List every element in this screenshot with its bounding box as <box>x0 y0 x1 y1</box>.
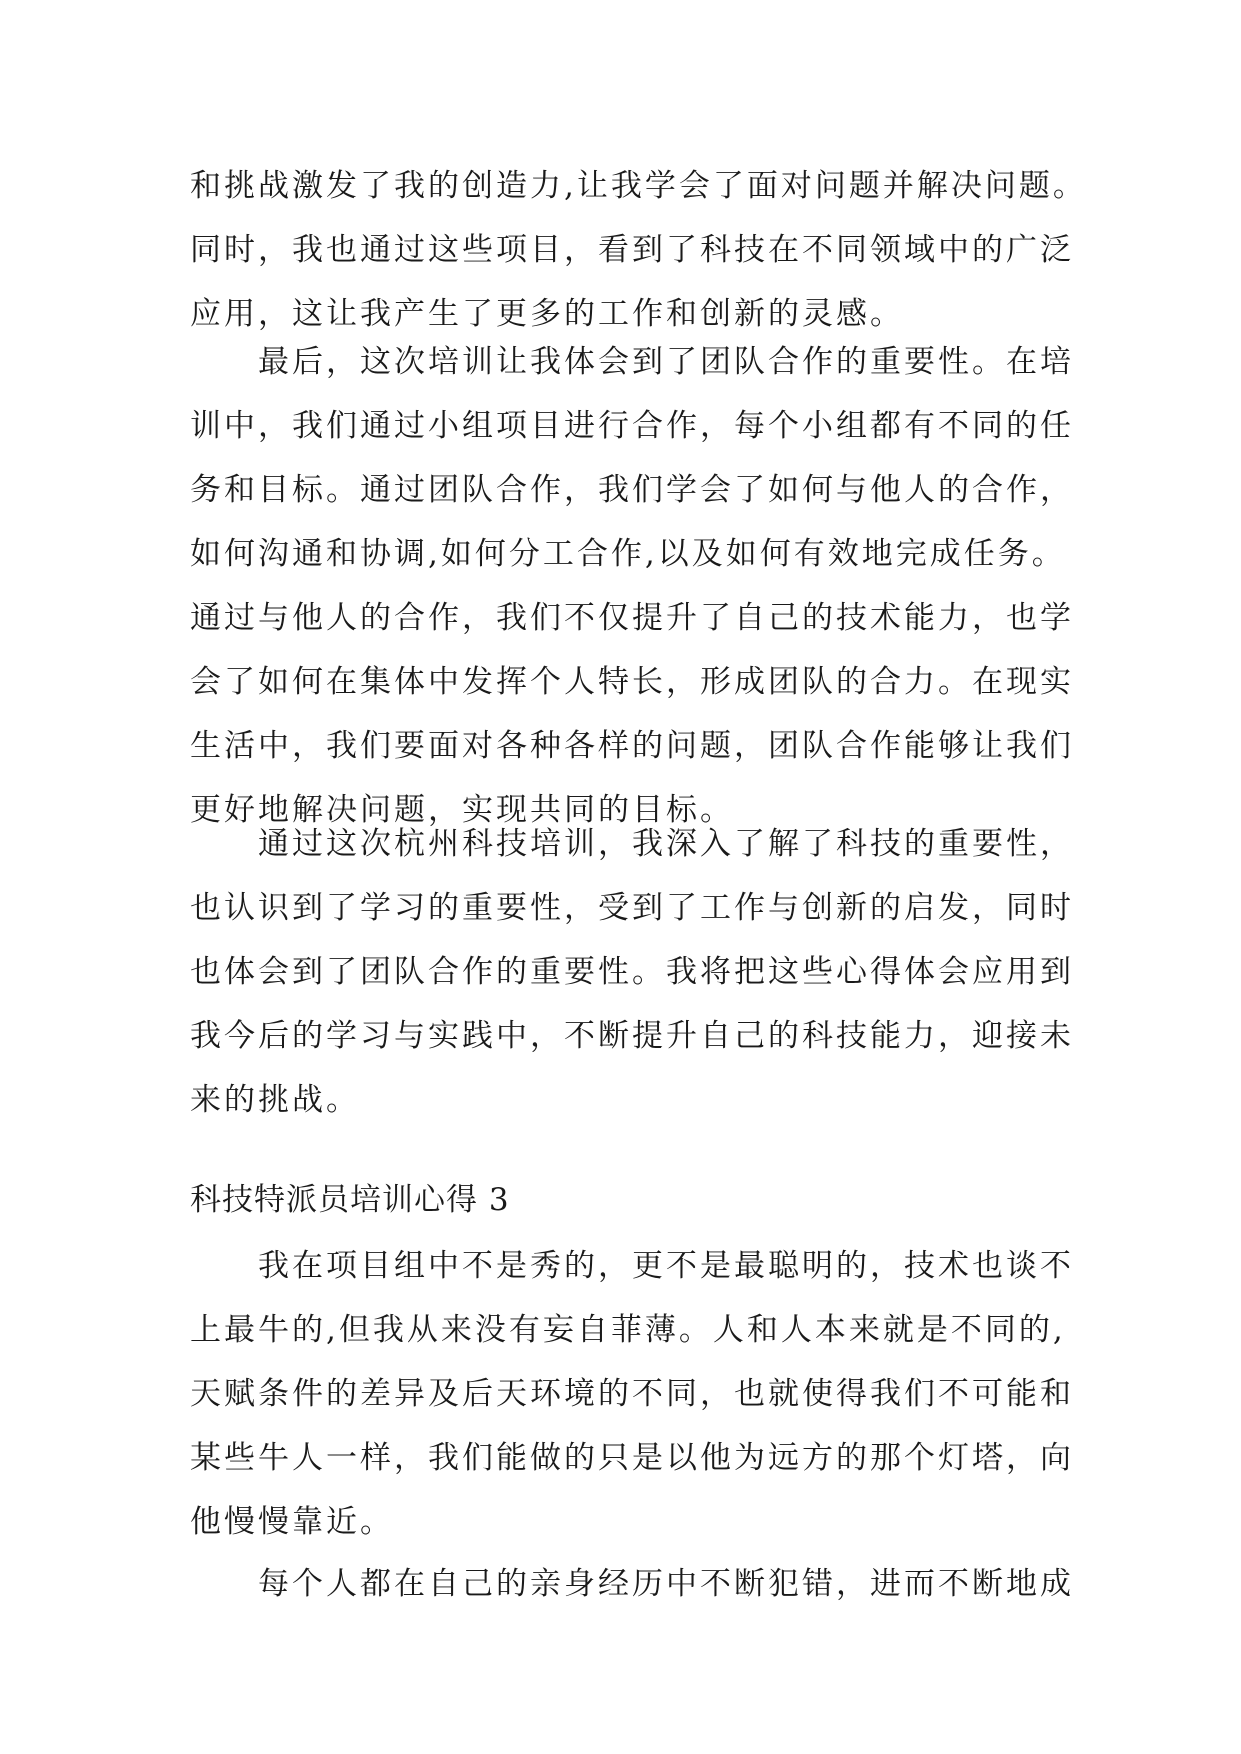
text-line: 我在项目组中不是秀的，更不是最聪明的，技术也谈不 <box>258 1248 1074 1284</box>
text-line: 同时，我也通过这些项目，看到了科技在不同领域中的广泛 <box>190 232 1074 268</box>
paragraph-3 <box>190 812 1090 1132</box>
paragraph-2 <box>190 330 1090 842</box>
text-line: 某些牛人一样，我们能做的只是以他为远方的那个灯塔，向 <box>190 1440 1074 1476</box>
text-line: 每个人都在自己的亲身经历中不断犯错，进而不断地成 <box>258 1566 1074 1602</box>
text-line: 上最牛的,但我从来没有妄自菲薄。人和人本来就是不同的, <box>190 1312 1066 1348</box>
paragraph-1 <box>190 154 1090 346</box>
paragraph-4 <box>190 1234 1090 1554</box>
text-line: 我今后的学习与实践中，不断提升自己的科技能力，迎接未 <box>190 1018 1074 1054</box>
text-line: 务和目标。通过团队合作，我们学会了如何与他人的合作， <box>190 472 1074 508</box>
text-line: 训中，我们通过小组项目进行合作，每个小组都有不同的任 <box>190 408 1074 444</box>
text-line: 天赋条件的差异及后天环境的不同，也就使得我们不可能和 <box>190 1376 1074 1412</box>
text-line: 如何沟通和协调,如何分工合作,以及如何有效地完成任务。 <box>190 536 1066 572</box>
text-line: 会了如何在集体中发挥个人特长，形成团队的合力。在现实 <box>190 664 1074 700</box>
text-line: 通过与他人的合作，我们不仅提升了自己的技术能力，也学 <box>190 600 1074 636</box>
text-line: 生活中，我们要面对各种各样的问题，团队合作能够让我们 <box>190 728 1074 764</box>
section-heading: 科技特派员培训心得 3 <box>190 1182 510 1218</box>
text-line: 和挑战激发了我的创造力,让我学会了面对问题并解决问题。 <box>190 168 1087 204</box>
text-line: 也体会到了团队合作的重要性。我将把这些心得体会应用到 <box>190 954 1074 990</box>
text-line: 最后，这次培训让我体会到了团队合作的重要性。在培 <box>258 344 1074 380</box>
text-line: 通过这次杭州科技培训，我深入了解了科技的重要性， <box>258 826 1074 862</box>
text-line: 应用，这让我产生了更多的工作和创新的灵感。 <box>190 296 904 332</box>
paragraph-5 <box>190 1552 1090 1616</box>
text-line: 也认识到了学习的重要性，受到了工作与创新的启发，同时 <box>190 890 1074 926</box>
text-line: 更好地解决问题，实现共同的目标。 <box>190 792 734 828</box>
text-line: 来的挑战。 <box>190 1082 360 1118</box>
text-line: 他慢慢靠近。 <box>190 1504 394 1540</box>
section-heading-block <box>190 1168 1090 1232</box>
